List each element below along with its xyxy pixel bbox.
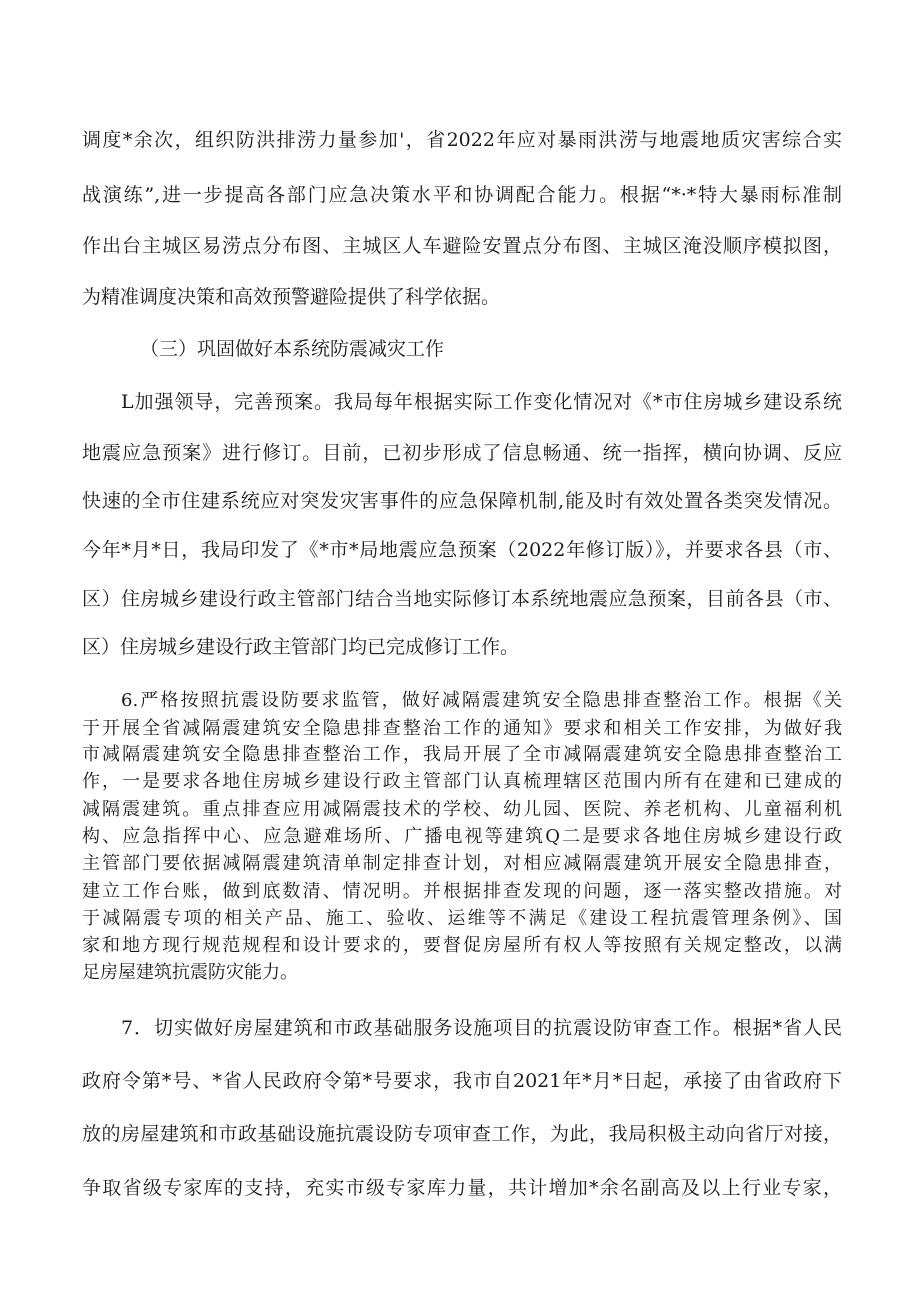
paragraph-line: 7．切实做好房屋建筑和市政基础服务设施项目的抗震设防审查工作。根据*省人民	[121, 1017, 842, 1039]
paragraph-line: L加强领导，完善预案。我局每年根据实际工作变化情况对《*市住房城乡建设系统	[121, 391, 842, 413]
paragraph-line: 6.严格按照抗震设防要求监管，做好减隔震建筑安全隐患排查整治工作。根据《关	[121, 690, 842, 711]
section-heading: （三）巩固做好本系统防震减灾工作	[140, 338, 445, 360]
paragraph-line: 于减隔震专项的相关产品、施工、验收、运维等不满足《建设工程抗震管理条例》、国	[82, 908, 842, 929]
paragraph-line: 战演练”,进一步提高各部门应急决策水平和协调配合能力。根据“*·*特大暴雨标准制	[82, 184, 842, 206]
paragraph-line: 于开展全省减隔震建筑安全隐患排查整治工作的通知》要求和相关工作安排，为做好我	[82, 718, 842, 739]
paragraph-line: 减隔震建筑。重点排查应用减隔震技术的学校、幼儿园、医院、养老机构、儿童福利机	[82, 799, 842, 820]
paragraph-line: 放的房屋建筑和市政基础设施抗震设防专项审查工作，为此，我局积极主动向省厅对接，	[82, 1123, 842, 1145]
paragraph-line: 主管部门要依据减隔震建筑清单制定排查计划，对相应减隔震建筑开展安全隐患排查，	[82, 853, 842, 874]
paragraph-line: 构、应急指挥中心、应急避难场所、广播电视等建筑Q二是要求各地住房城乡建设行政	[82, 826, 842, 847]
paragraph-line: 区）住房城乡建设行政主管部门均已完成修订工作。	[82, 636, 520, 658]
paragraph-line: 作出台主城区易涝点分布图、主城区人车避险安置点分布图、主城区淹没顺序模拟图，	[82, 235, 842, 257]
paragraph-line: 地震应急预案》进行修订。目前，已初步形成了信息畅通、统一指挥，横向协调、反应	[82, 442, 842, 464]
paragraph-line: 市减隔震建筑安全隐患排查整治工作，我局开展了全市减隔震建筑安全隐患排查整治工	[82, 744, 842, 765]
paragraph-line: 调度*余次，组织防洪排涝力量参加'，省2022年应对暴雨洪涝与地震地质灾害综合实	[82, 129, 842, 151]
paragraph-line: 政府令第*号、*省人民政府令第*号要求，我市自2021年*月*日起，承接了由省政府下	[82, 1070, 842, 1092]
paragraph-line: 作，一是要求各地住房城乡建设行政主管部门认真梳理辖区范围内所有在建和已建成的	[82, 771, 842, 792]
paragraph-line: 今年*月*日，我局印发了《*市*局地震应急预案（2022年修订版）》，并要求各县（市、	[82, 539, 842, 561]
paragraph-line: 为精准调度决策和高效预警避险提供了科学依据。	[82, 286, 501, 308]
paragraph-line: 争取省级专家库的支持，充实市级专家库力量，共计增加*余名副高及以上行业专家，	[82, 1177, 842, 1199]
paragraph-line: 家和地方现行规范规程和设计要求的，要督促房屋所有权人等按照有关规定整改，以满	[82, 935, 842, 956]
paragraph-line: 足房屋建筑抗震防灾能力。	[82, 962, 298, 983]
paragraph-line: 建立工作台账，做到底数清、情况明。并根据排查发现的问题，逐一落实整改措施。对	[82, 881, 842, 902]
paragraph-line: 快速的全市住建系统应对突发灾害事件的应急保障机制,能及时有效处置各类突发情况。	[82, 490, 842, 512]
paragraph-line: 区）住房城乡建设行政主管部门结合当地实际修订本系统地震应急预案，目前各县（市、	[82, 588, 842, 610]
